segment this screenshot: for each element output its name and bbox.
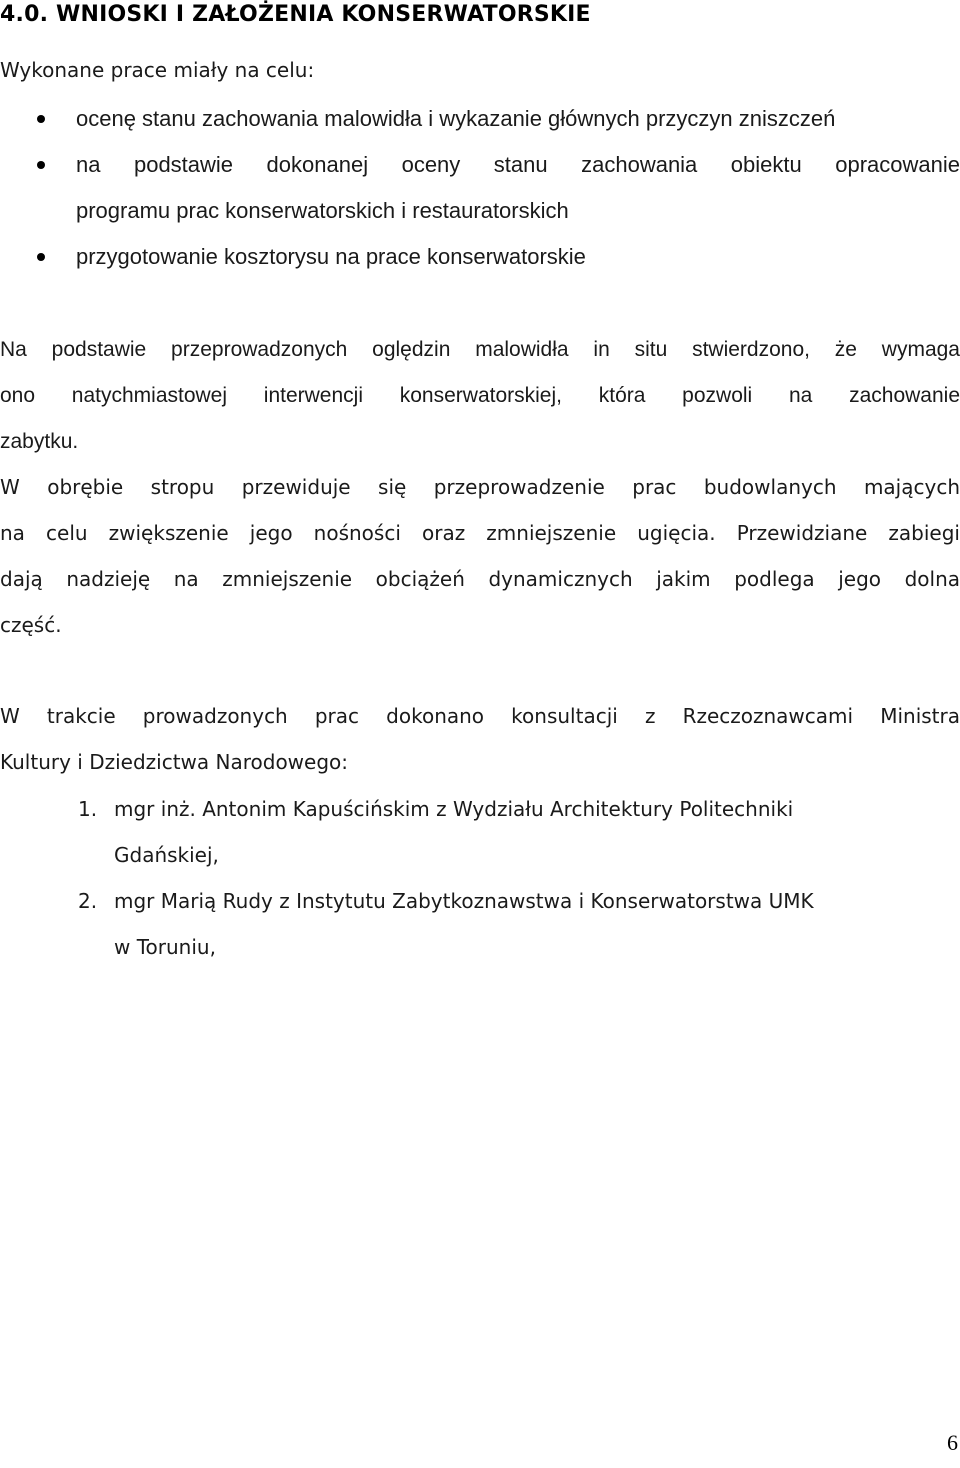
- paragraph-line: ono natychmiastowej interwencji konserwatorskiej, która pozwoli na zachowanie: [0, 384, 960, 407]
- list-item-text: przygotowanie kosztorysu na prace konserwatorskie: [76, 244, 586, 269]
- list-item-text: Gdańskiej,: [114, 843, 219, 867]
- goals-bullet-list: [0, 96, 960, 280]
- bullet-icon: [37, 115, 45, 123]
- paragraph-consultations: [0, 693, 960, 785]
- list-item-text: w Toruniu,: [114, 935, 216, 959]
- paragraph-ceiling: [0, 464, 960, 648]
- list-item: [0, 786, 960, 878]
- list-item: [0, 878, 960, 970]
- paragraph-line: zabytku.: [0, 430, 79, 453]
- paragraph-line: Na podstawie przeprowadzonych oględzin malowidła in situ stwierdzono, że wymaga: [0, 338, 960, 361]
- list-item-text: ocenę stanu zachowania malowidła i wykazanie głównych przyczyn zniszczeń: [76, 106, 836, 131]
- list-item-text: mgr inż. Antonim Kapuścińskim z Wydziału Architektury Politechniki: [114, 797, 794, 821]
- paragraph-line: dają nadzieję na zmniejszenie obciążeń dynamicznych jakim podlega jego dolna: [0, 567, 960, 591]
- paragraph-line: część.: [0, 613, 62, 637]
- consultants-numbered-list: [0, 786, 960, 970]
- paragraph-line: W obrębie stropu przewiduje się przeprowadzenie prac budowlanych mających: [0, 475, 960, 499]
- paragraph-line: Kultury i Dziedzictwa Narodowego:: [0, 750, 349, 774]
- bullet-icon: [37, 161, 45, 169]
- paragraph-inspection: [0, 327, 960, 465]
- list-item-text: mgr Marią Rudy z Instytutu Zabytkoznawstwa i Konserwatorstwa UMK: [114, 889, 814, 913]
- list-item: [0, 234, 960, 280]
- paragraph-line: W trakcie prowadzonych prac dokonano konsultacji z Rzeczoznawcami Ministra: [0, 704, 960, 728]
- list-item-continuation: [0, 188, 960, 234]
- list-item-text: na podstawie dokonanej oceny stanu zachowania obiektu opracowanie: [76, 152, 960, 177]
- list-item: [0, 142, 960, 188]
- intro-text: Wykonane prace miały na celu:: [0, 58, 315, 82]
- list-item: [0, 96, 960, 142]
- list-item-text: programu prac konserwatorskich i restauratorskich: [76, 198, 569, 223]
- section-heading: 4.0. WNIOSKI I ZAŁOŻENIA KONSERWATORSKIE: [0, 2, 591, 27]
- list-item-number: 2.: [78, 889, 98, 913]
- list-item-number: 1.: [78, 797, 98, 821]
- paragraph-line: na celu zwiększenie jego nośności oraz zmniejszenie ugięcia. Przewidziane zabiegi: [0, 521, 960, 545]
- page-number: 6: [947, 1430, 958, 1455]
- bullet-icon: [37, 253, 45, 261]
